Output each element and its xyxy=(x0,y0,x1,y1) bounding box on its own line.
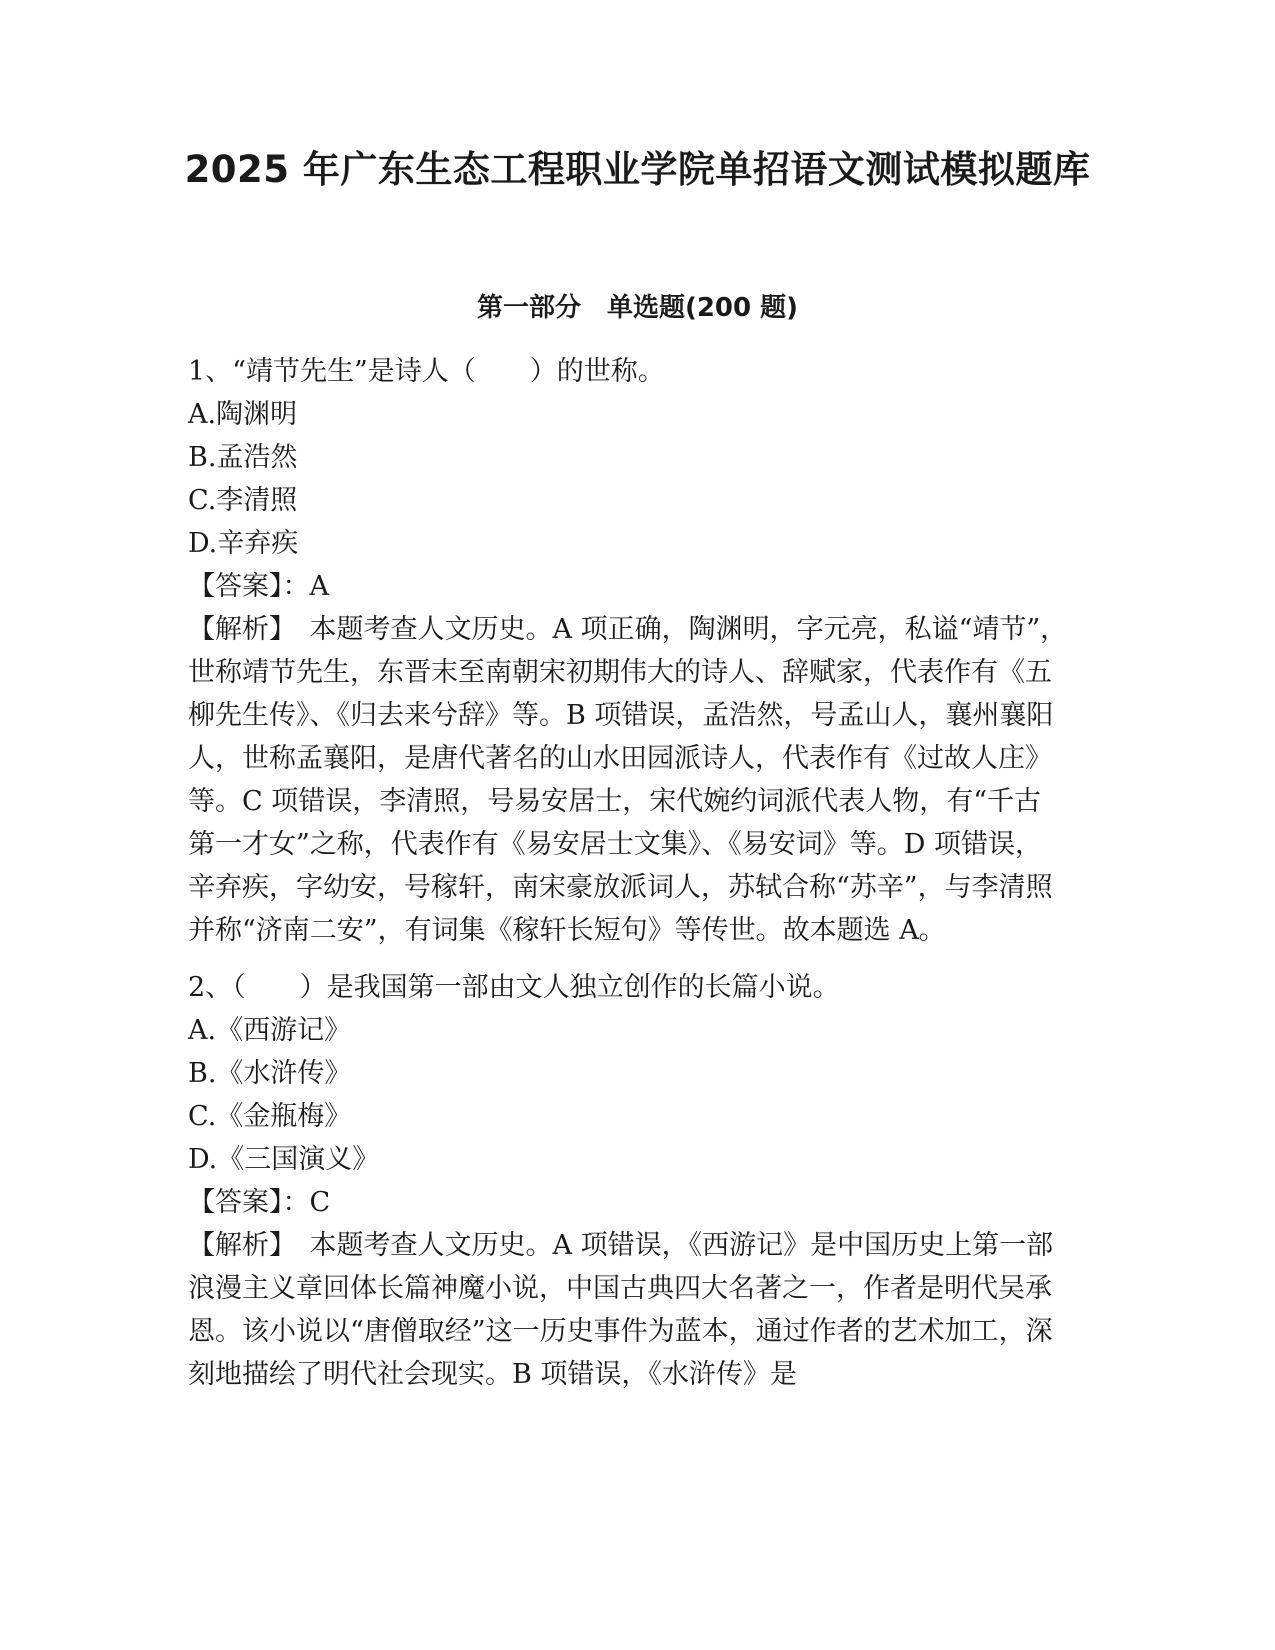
answer-label: 【答案】： xyxy=(188,1187,310,1218)
answer-value: A xyxy=(309,571,329,602)
question-stem: 1、“靖节先生”是诗人（ ）的世称。 xyxy=(188,356,665,387)
option-c: C.《金瓶梅》 xyxy=(188,1101,352,1132)
option-b: B.孟浩然 xyxy=(188,442,298,473)
question-1 xyxy=(188,350,1088,952)
answer-label: 【答案】： xyxy=(188,571,310,602)
question-stem: 2、（ ）是我国第一部由文人独立创作的长篇小说。 xyxy=(188,972,840,1003)
answer-line xyxy=(188,1181,1088,1224)
option-d: D.《三国演义》 xyxy=(188,1144,380,1175)
question-list xyxy=(188,350,1088,1410)
analysis-text: 本题考查人文历史。A 项正确，陶渊明，字元亮，私谥“靖节”，世称靖节先生，东晋末至南朝宋初期伟大的诗人、辞赋家，代表作有《五柳先生传》、《归去来兮辞》等。B 项错误，孟浩然，号孟山人，襄州襄阳人，世称孟襄阳，是唐代著名的山水田园派诗人，代表作有《过故人庄》等。C 项错误，李清照，号易安居士，宋代婉约词派代表人物，有“千古第一才女”之称，代表作有《易安居士文集》、《易安词》等。D 项错误，辛弃疾，字幼安，号稼轩，南宋豪放派词人，苏轼合称“苏辛”，与李清照并称“济南二安”，有词集《稼轩长短句》等传世。故本题选 A。 xyxy=(188,614,1068,946)
option-c: C.李清照 xyxy=(188,485,298,516)
analysis-text: 本题考查人文历史。A 项错误，《西游记》是中国历史上第一部浪漫主义章回体长篇神魔小说，中国古典四大名著之一，作者是明代吴承恩。该小说以“唐僧取经”这一历史事件为蓝本，通过作者的艺术加工，深刻地描绘了明代社会现实。B 项错误，《水浒传》是 xyxy=(188,1230,1054,1390)
document-title: 2025 年广东生态工程职业学院单招语文测试模拟题库 xyxy=(184,148,1091,191)
answer-value: C xyxy=(309,1187,331,1218)
option-a: A.《西游记》 xyxy=(188,1015,352,1046)
analysis-paragraph xyxy=(188,1224,1068,1396)
question-2 xyxy=(188,966,1088,1396)
option-b: B.《水浒传》 xyxy=(188,1058,352,1089)
analysis-label: 【解析】 xyxy=(188,1230,310,1261)
section-title: 第一部分 单选题(200 题) xyxy=(476,293,799,323)
option-a: A.陶渊明 xyxy=(188,399,298,430)
answer-line xyxy=(188,565,1088,608)
analysis-paragraph xyxy=(188,608,1068,952)
analysis-label: 【解析】 xyxy=(188,614,310,645)
option-d: D.辛弃疾 xyxy=(188,528,299,559)
